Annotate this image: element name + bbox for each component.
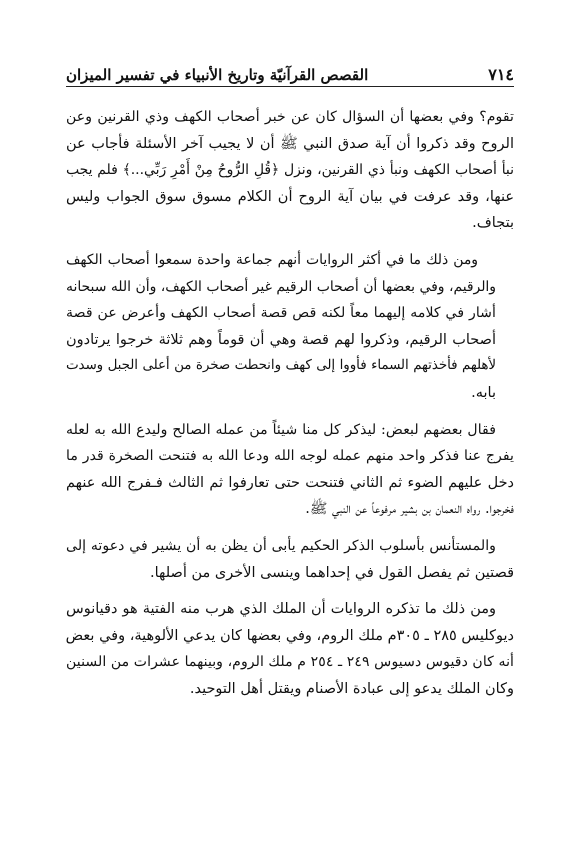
- header-rule: [66, 86, 514, 87]
- text-line: ومن ذلك ما تذكره الروايات أن الملك الذي هرب منه الفتية هو دقيانوس: [66, 601, 496, 618]
- text-line: لأهلهم فأخذتهم السماء فأووا إلى كهف وانحطت صخرة من أعلى الجبل وسدت: [66, 358, 496, 374]
- text-line: تقوم؟ وفي بعضها أن السؤال كان عن خبر أصحاب الكهف وذي القرنين وعن: [66, 109, 514, 125]
- text-line: عنها، وقد عرفت في بيان آية الروح أن الكلام مسوق سوق الجواب وليس: [66, 188, 514, 205]
- paragraph-5: [66, 596, 514, 702]
- running-title: القصص القرآنيّة وتاريخ الأنبياء في تفسير الميزان: [66, 66, 369, 84]
- text-line: فقال بعضهم لبعض: ليذكر كل منا شيئاً من عمله الصالح وليدع الله به لعله: [66, 421, 496, 438]
- text-line: ديوكليس ٢٨٥ ـ ٣٠٥م ملك الروم، وفي بعضها كان يدعي الألوهية، وفي بعض: [65, 627, 514, 644]
- text-line: أنه كان دقيوس دسيوس ٢٤٩ ـ ٢٥٤ م ملك الروم، وبينهما عشرات من السنين: [66, 654, 514, 671]
- text-line: أشار في كلامه إليهما معاً لكنه قص قصة أصحاب الكهف وأعرض عن قصة: [66, 305, 496, 322]
- paragraph-1: [66, 104, 514, 237]
- text-line: والمستأنس بأسلوب الذكر الحكيم يأبى أن يظن به أن يشير في دعوته إلى: [66, 537, 496, 554]
- text-line: والرقيم، وفي بعضها أن أصحاب الرقيم غير أصحاب الكهف، وأن الله سبحانه: [66, 278, 496, 295]
- text-line: أصحاب الرقيم، وذكروا لهم قصة وهي أن قوماً وهم ثلاثة خرجوا يرتادون: [66, 331, 496, 348]
- text-line: ومن ذلك ما في أكثر الروايات أنهم جماعة واحدة سمعوا أصحاب الكهف: [66, 251, 478, 268]
- text-line: بتجاف.: [472, 215, 514, 232]
- body-text: [66, 104, 514, 712]
- text-line: دخل عليهم الضوء ثم الثاني فتنحت حتى تعارفوا ثم الثالث فـفرج الله عنهم: [66, 474, 514, 491]
- paragraph-4: [66, 533, 514, 586]
- text-line: فخرجوا. رواه النعمان بن بشير مرفوعاً عن النبي ﷺ.: [305, 501, 514, 518]
- page-number: ٧١٤: [488, 65, 514, 84]
- text-line: الروح وقد ذكروا أن آية صدق النبي ﷺ أن لا يجيب آخر الأسئلة فأجاب عن: [66, 135, 514, 152]
- running-header: [66, 62, 514, 84]
- paragraph-3: [66, 417, 514, 523]
- text-line: بابه.: [471, 384, 496, 401]
- text-line: وكان الملك يدعو إلى عبادة الأصنام ويقتل أهل التوحيد.: [189, 680, 514, 697]
- text-line: يفرج عنا فذكر واحد منهم عمله لوجه الله ودعا الله به فتنحت الصخرة قدر ما: [66, 448, 514, 465]
- text-line: نبأ أصحاب الكهف ونبأ ذي القرنين، ونزل ﴿قُلِ الرُّوحُ مِنْ أَمْرِ رَبِّي...﴾ فلم يجب: [66, 162, 514, 179]
- paragraph-2: [66, 247, 514, 407]
- text-line: قصتين ثم يفصل القول في إحداهما وينسى الأخرى من أصلها.: [150, 564, 514, 581]
